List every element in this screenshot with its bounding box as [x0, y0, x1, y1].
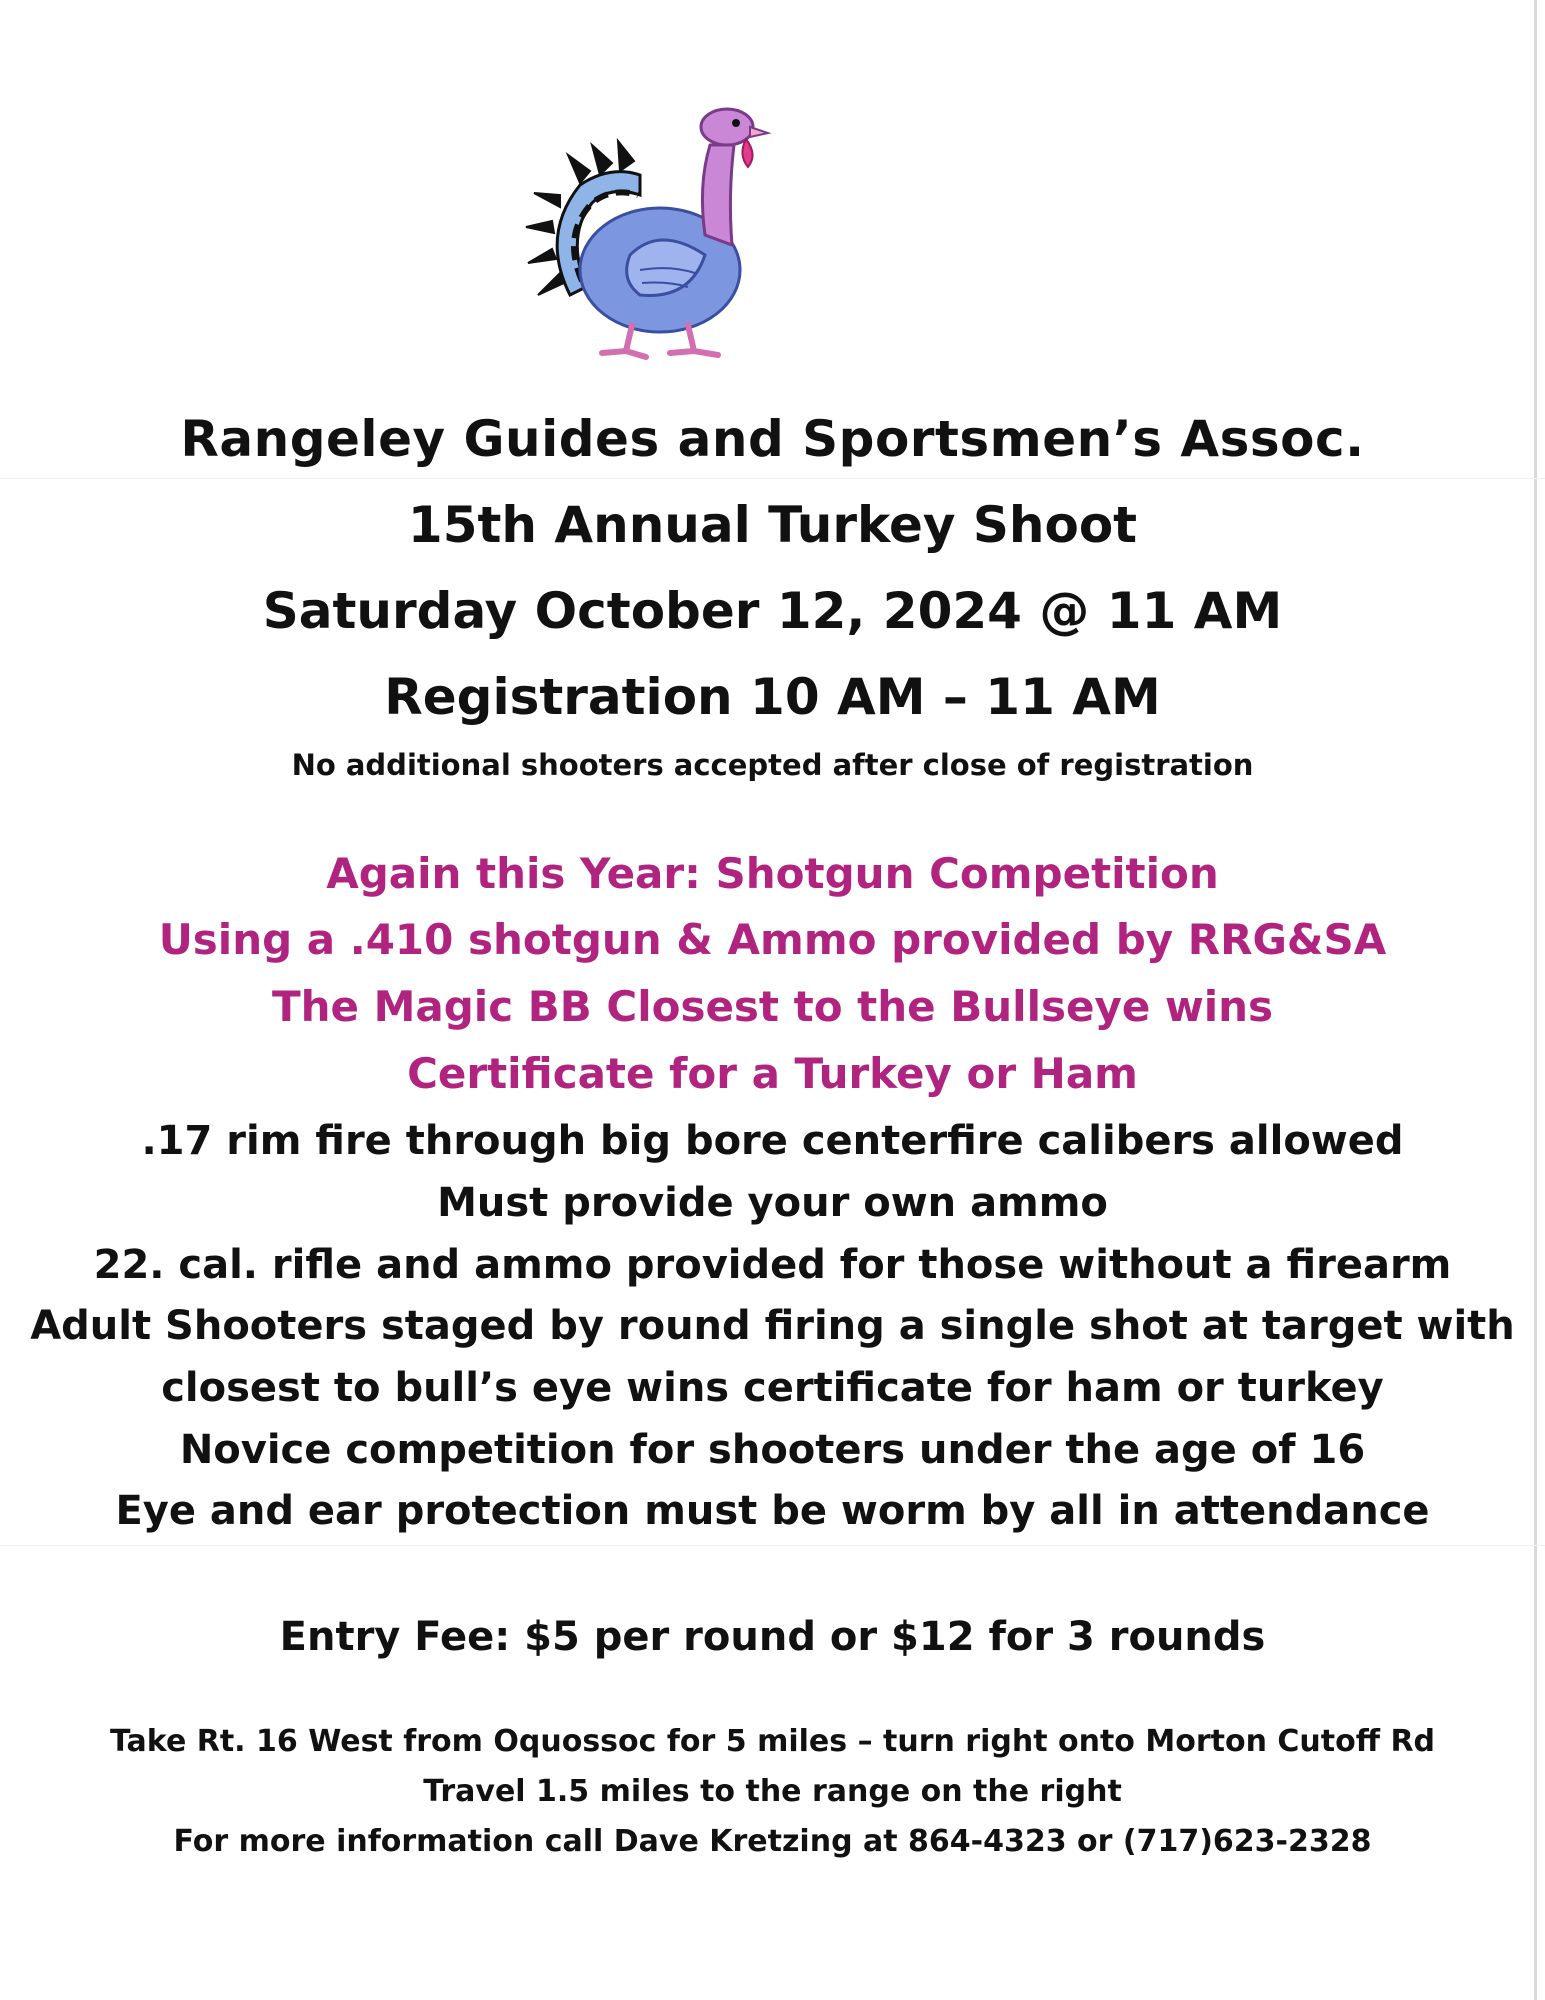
- rule-line: Novice competition for shooters under the age of 16: [179, 1427, 1366, 1473]
- org-name: Rangeley Guides and Sportsmen’s Assoc.: [180, 410, 1365, 468]
- shotgun-line: Certificate for a Turkey or Ham: [407, 1049, 1138, 1098]
- rule-line: Adult Shooters staged by round firing a single shot at target with: [30, 1303, 1515, 1349]
- entry-fee: Entry Fee: $5 per round or $12 for 3 rounds: [279, 1614, 1266, 1660]
- fold-line: [0, 1545, 1545, 1546]
- turkey-icon: [520, 105, 790, 360]
- registration-note: No additional shooters accepted after close of registration: [291, 748, 1254, 782]
- rule-line: .17 rim fire through big bore centerfire calibers allowed: [141, 1118, 1404, 1164]
- fold-line: [0, 478, 1545, 479]
- rule-line: Eye and ear protection must be worm by all in attendance: [115, 1488, 1430, 1534]
- directions-line: Travel 1.5 miles to the range on the right: [423, 1774, 1122, 1809]
- rule-line: closest to bull’s eye wins certificate for ham or turkey: [161, 1365, 1384, 1411]
- directions-line: Take Rt. 16 West from Oquossoc for 5 miles – turn right onto Morton Cutoff Rd: [109, 1724, 1436, 1759]
- rule-line: Must provide your own ammo: [437, 1180, 1108, 1226]
- event-date: Saturday October 12, 2024 @ 11 AM: [262, 582, 1283, 640]
- shotgun-line: Again this Year: Shotgun Competition: [326, 849, 1219, 898]
- registration-time: Registration 10 AM – 11 AM: [384, 668, 1161, 726]
- shotgun-line: The Magic BB Closest to the Bullseye wins: [271, 982, 1274, 1031]
- shotgun-line: Using a .410 shotgun & Ammo provided by RRG&SA: [158, 915, 1387, 964]
- rule-line: 22. cal. rifle and ammo provided for those without a firearm: [93, 1242, 1452, 1288]
- contact-line: For more information call Dave Kretzing at 864-4323 or (717)623-2328: [173, 1824, 1372, 1859]
- event-title: 15th Annual Turkey Shoot: [407, 496, 1138, 554]
